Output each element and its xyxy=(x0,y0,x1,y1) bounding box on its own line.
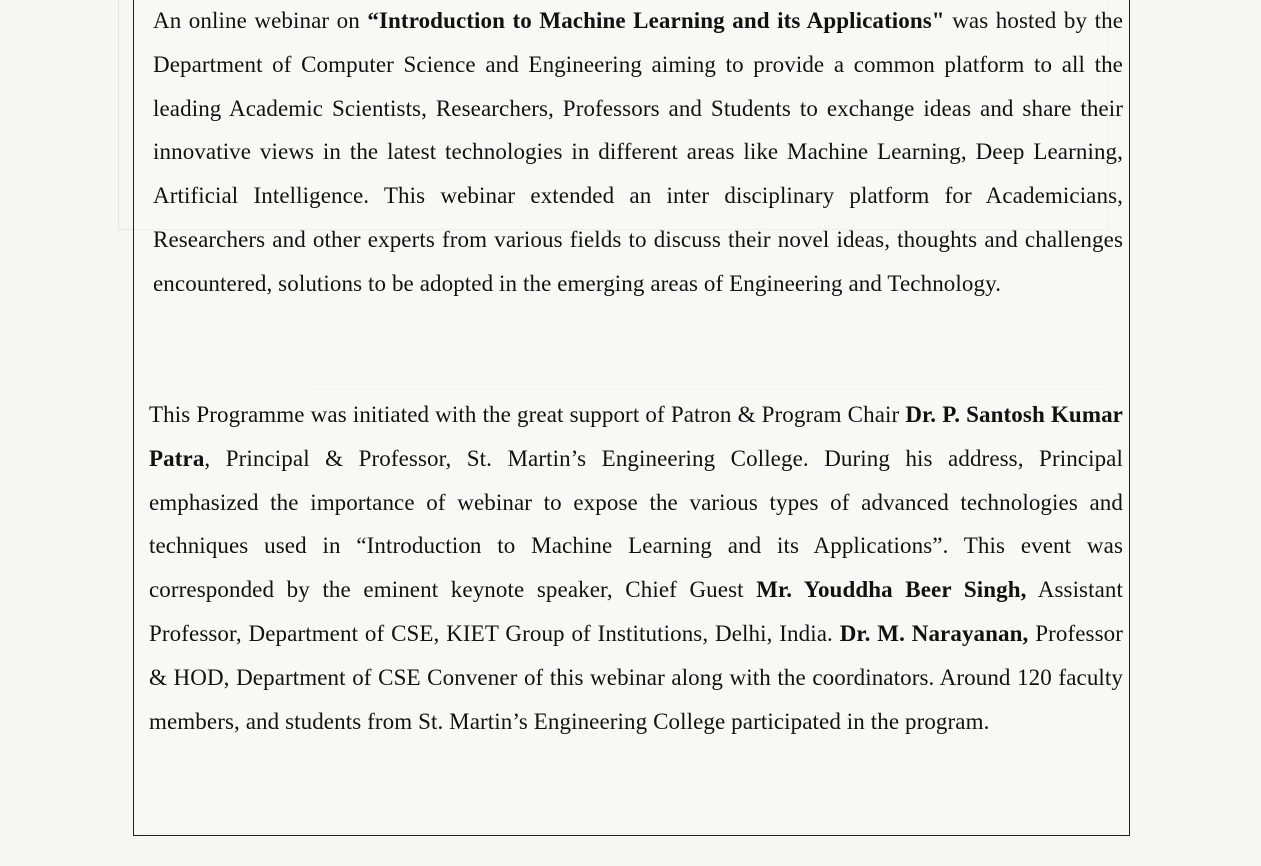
programme-paragraph xyxy=(149,393,1123,743)
webinar-intro-paragraph xyxy=(153,0,1123,306)
webinar-report-box xyxy=(133,0,1130,836)
hod-name: Dr. M. Narayanan, xyxy=(839,620,1029,646)
webinar-title: “Introduction to Machine Learning and its Applications" xyxy=(367,8,945,33)
chief-guest-name: Mr. Youddha Beer Singh, xyxy=(756,577,1027,603)
chief-guest-affiliation: Assistant Professor, Department of CSE, KIET Group of Institutions, Delhi, India. xyxy=(149,577,1124,646)
intro-text-rest: was hosted by the Department of Computer Science and Engineering aiming to provide a common platform to all the leading Academic Scientists, Researchers, Professors and Students to exchange ideas and share their innovative views in the latest technologies in different areas like Machine Learning, Deep Learning, Artificial Intelligence. This webinar extended an inter disciplinary platform for Academicians, Researchers and other experts from various fields to discuss their novel ideas, thoughts and challenges encountered, solutions to be adopted in the emerging areas of Engineering and Technology. xyxy=(153,8,1124,296)
programme-text-middle: , Principal & Professor, St. Martin’s Engineering College. During his address, Principal emphasized the importance of webinar to expose the various types of advanced technologies and techniques used in “Introduction to Machine Learning and its Applications”. This event was corresponded by the eminent keynote speaker, Chief Guest xyxy=(149,445,1123,603)
programme-text-end: Professor & HOD, Department of CSE Convener of this webinar along with the coordinators. Around 120 faculty members, and students from St. Martin’s Engineering College participated in the program. xyxy=(149,620,1123,734)
programme-text-start: This Programme was initiated with the great support of Patron & Program Chair xyxy=(149,402,906,427)
patron-name: Dr. P. Santosh Kumar Patra xyxy=(149,402,1123,471)
intro-text-start: An online webinar on xyxy=(153,8,368,33)
